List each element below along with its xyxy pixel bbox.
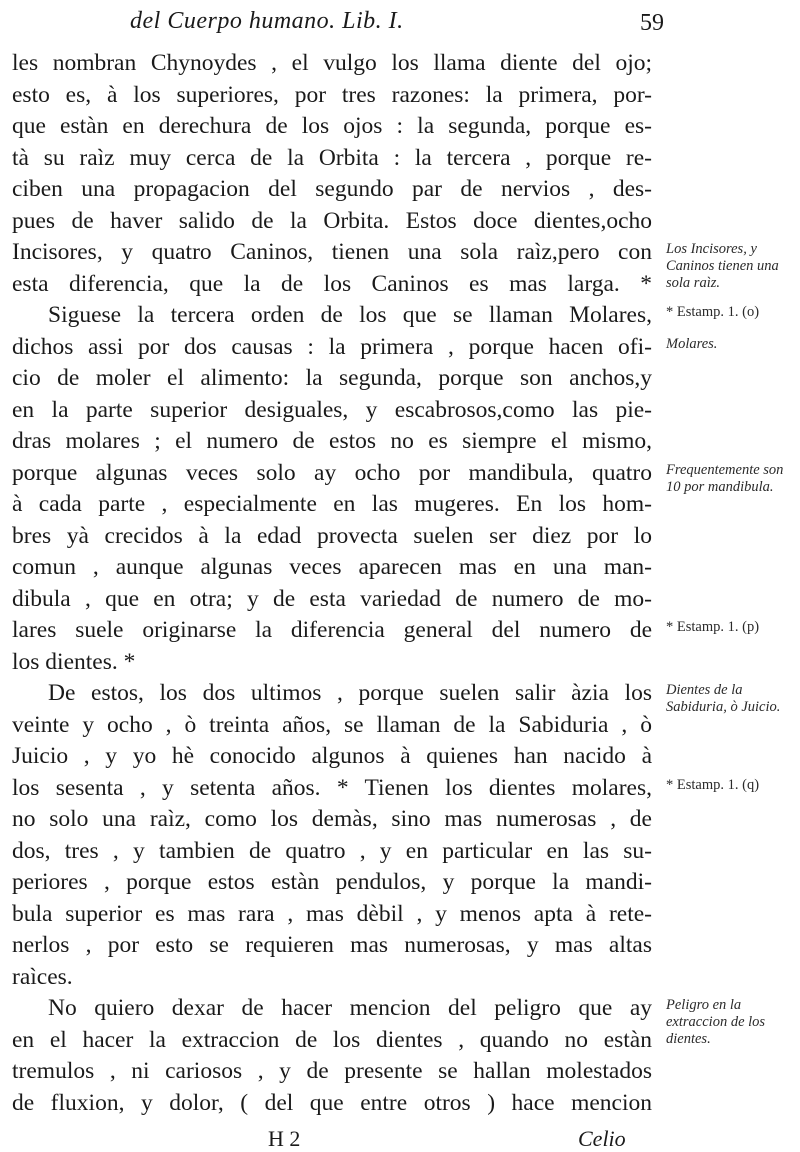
margin-note: Los Incisores, y Caninos tienen una sola raìz. xyxy=(666,241,779,291)
text-line: cio de moler el alimento: la segunda, porque son anchos,y xyxy=(12,365,652,391)
text-line: veinte y ocho , ò treinta años, se llaman de la Sabiduria , ò xyxy=(12,711,652,738)
text-line: periores , porque estos estàn pendulos, y porque la mandi- xyxy=(12,869,652,895)
text-line: De estos, los dos ultimos , porque suelen salir àzia los xyxy=(48,680,652,706)
text-line: lares suele originarse la diferencia general del numero de xyxy=(12,617,652,643)
running-title: del Cuerpo humano. Lib. I. xyxy=(130,8,404,34)
text-line: No quiero dexar de hacer mencion del peligro que ay xyxy=(48,995,652,1021)
page-number: 59 xyxy=(640,10,664,36)
text-line: en la parte superior desiguales, y escabrosos,como las pie- xyxy=(12,396,652,423)
margin-note: * Estamp. 1. (q) xyxy=(666,776,760,793)
text-line: en el hacer la extraccion de los dientes , quando no estàn xyxy=(12,1026,652,1053)
text-line: Incisores, y quatro Caninos, tienen una sola raìz,pero con xyxy=(12,239,652,265)
text-line: tremulos , ni cariosos , y de presente se hallan molestados xyxy=(12,1058,652,1084)
text-line: bres yà crecidos à la edad provecta suelen ser diez por lo xyxy=(12,522,652,549)
text-line: nerlos , por esto se requieren mas numerosas, y mas altas xyxy=(12,932,652,958)
text-line: ciben una propagacion del segundo par de nervios , des- xyxy=(12,176,652,202)
text-line: raìces. xyxy=(12,963,73,990)
margin-note: Peligro en la extraccion de los dientes. xyxy=(666,997,766,1047)
text-line: Juicio , y yo hè conocido algunos à quienes han nacido à xyxy=(12,743,652,769)
text-line: comun , aunque algunas veces aparecen mas en una man- xyxy=(12,554,652,580)
text-line: no solo una raìz, como los demàs, sino mas numerosas , de xyxy=(12,806,652,832)
text-line: esto es, à los superiores, por tres razones: la primera, por- xyxy=(12,81,652,108)
margin-note: * Estamp. 1. (p) xyxy=(666,619,760,635)
text-line: à cada parte , especialmente en las mugeres. En los hom- xyxy=(12,491,652,517)
text-line: los sesenta , y setenta años. * Tienen los dientes molares, xyxy=(12,774,652,801)
margin-note: Molares. xyxy=(666,335,718,352)
text-line: porque algunas veces solo ay ocho por mandibula, quatro xyxy=(12,459,652,486)
text-line: dos, tres , y tambien de quatro , y en particular en las su- xyxy=(12,837,652,864)
text-line: que estàn en derechura de los ojos : la segunda, porque es- xyxy=(12,113,652,139)
text-line: bula superior es mas rara , mas dèbil , y menos apta à rete- xyxy=(12,900,652,927)
text-line: dichos assi por dos causas : la primera , porque hacen ofi- xyxy=(12,333,652,360)
margin-note: * Estamp. 1. (o) xyxy=(666,304,760,320)
text-line: dibula , que en otra; y de esta variedad de numero de mo- xyxy=(12,585,652,612)
text-line: dras molares ; el numero de estos no es siempre el mismo, xyxy=(12,428,652,454)
catchword: Celio xyxy=(578,1126,626,1151)
text-line: los dientes. * xyxy=(12,648,136,675)
text-line: Siguese la tercera orden de los que se llaman Molares, xyxy=(48,302,652,328)
text-line: esta diferencia, que la de los Caninos es mas larga. * xyxy=(12,270,652,297)
text-line: de fluxion, y dolor, ( del que entre otros ) hace mencion xyxy=(12,1089,652,1116)
margin-note: Frequentemente son 10 por mandibula. xyxy=(666,461,784,495)
text-line: les nombran Chynoydes , el vulgo los llama diente del ojo; xyxy=(12,50,652,76)
margin-note: Dientes de la Sabiduria, ò Juicio. xyxy=(666,682,781,715)
text-line: tà su raìz muy cerca de la Orbita : la tercera , porque re- xyxy=(12,144,652,171)
text-line: pues de haver salido de la Orbita. Estos doce dientes,ocho xyxy=(12,207,652,234)
signature-mark: H 2 xyxy=(268,1126,301,1151)
page-footer xyxy=(0,1126,800,1150)
main-text-block xyxy=(12,48,652,1119)
